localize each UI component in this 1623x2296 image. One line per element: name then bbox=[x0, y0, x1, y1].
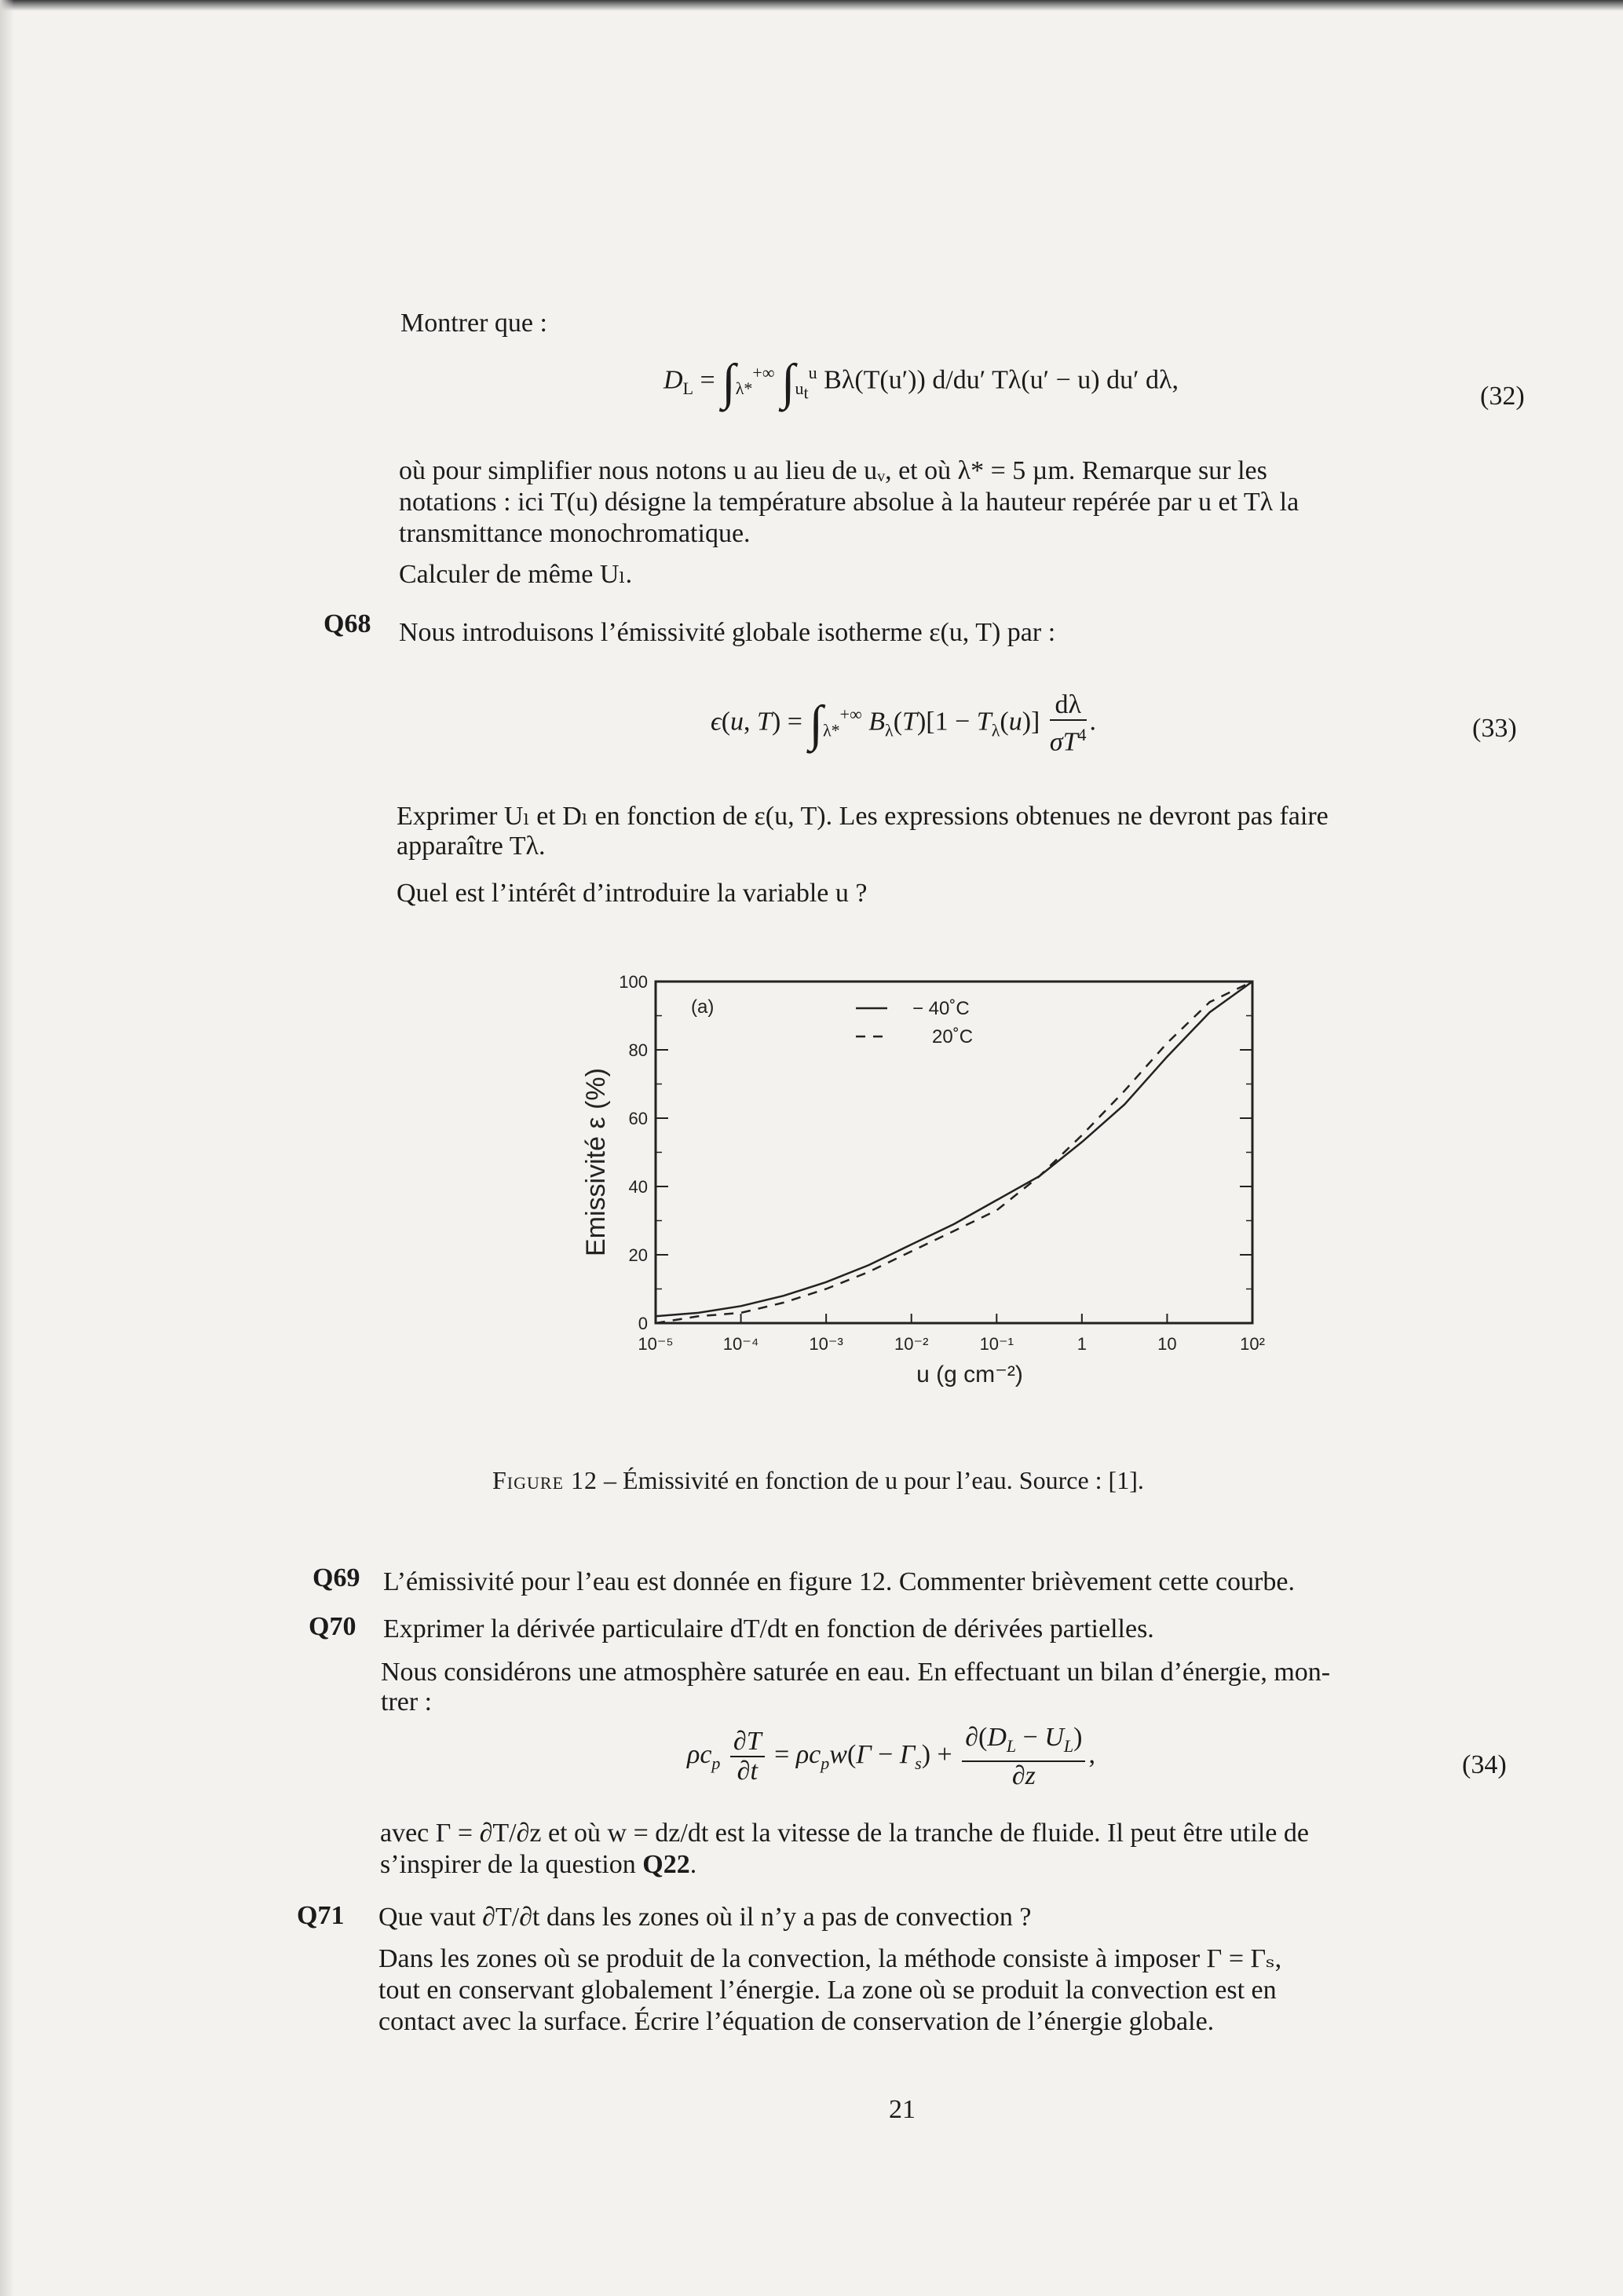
montrer-text: Montrer que : bbox=[400, 309, 547, 338]
q71-p1: Dans les zones où se produit de la convection, la méthode consiste à imposer Γ = Γₛ, bbox=[378, 1944, 1282, 1973]
eq34-number: (34) bbox=[1462, 1750, 1507, 1779]
legend-label-dashed: 20˚C bbox=[932, 1026, 974, 1047]
eq32-body: Bλ(T(u′)) d/du′ Tλ(u′ − u) du′ dλ, bbox=[824, 365, 1179, 395]
q70-p1: Nous considérons une atmosphère saturée en eau. En effectuant un bilan d’énergie, mon- bbox=[381, 1658, 1331, 1687]
q70-p4a: s’inspirer de la question bbox=[380, 1850, 643, 1879]
emissivity-chart bbox=[550, 958, 1288, 1413]
intro-line-2: notations : ici T(u) désigne la température absolue à la hauteur repérée par u et Tλ la bbox=[399, 488, 1299, 517]
q71-text: Que vaut ∂T/∂t dans les zones où il n’y a pas de convection ? bbox=[378, 1903, 1032, 1932]
q71-p3: contact avec la surface. Écrire l’équation de conservation de l’énergie globale. bbox=[378, 2007, 1215, 2036]
y-tick-label: 80 bbox=[628, 1040, 648, 1060]
q70-text: Exprimer la dérivée particulaire dT/dt en fonction de dérivées partielles. bbox=[383, 1614, 1154, 1643]
equation-32: $D_L = \int_{\lambda*}^{+\infty}$ $\int_{u_t}^u$ Bλ(T(u′)) d/du′ Tλ(u′ − u) du′ dλ, bbox=[663, 353, 1179, 410]
x-tick-label: 10⁻² bbox=[894, 1334, 929, 1354]
y-tick-label: 0 bbox=[638, 1314, 648, 1333]
x-tick-label: 10 bbox=[1157, 1334, 1177, 1354]
q70-ref-q22: Q22 bbox=[642, 1850, 690, 1879]
page-number: 21 bbox=[889, 2095, 916, 2124]
intro-line-4: Calculer de même Uₗ. bbox=[399, 560, 633, 589]
eq33-number: (33) bbox=[1472, 714, 1517, 743]
figure-caption-prefix: Figure 12 bbox=[492, 1466, 598, 1494]
y-axis-label: Emissivité ε (%) bbox=[581, 1068, 611, 1256]
equation-33: ϵ(u, $T) = \int_{\lambda*}^{+\infty}$ $B_\lambda(T)[1 - T_\lambda(u)]$ $\frac{d\lambda}{\sigma T^4}$ . bbox=[711, 690, 1097, 757]
q69-text: L’émissivité pour l’eau est donnée en figure 12. Commenter brièvement cette courbe. bbox=[383, 1567, 1295, 1596]
y-tick-label: 100 bbox=[619, 972, 648, 992]
equation-34: $\rho c_p$ $\frac{\partial T}{\partial t}$ = $\rho c_pw(\Gamma - \Gamma_s)$ + $\frac{\partial(D_L - U_L)}{\partial z}$ , bbox=[687, 1723, 1095, 1790]
page-left-edge bbox=[0, 0, 14, 2296]
q70-p4c: . bbox=[689, 1850, 697, 1879]
x-tick-label: 10⁻¹ bbox=[979, 1334, 1014, 1354]
figure-caption-text: – Émissivité en fonction de u pour l’eau. Source : [1]. bbox=[598, 1466, 1144, 1494]
page-top-edge bbox=[0, 0, 1623, 11]
x-axis-label: u (g cm⁻²) bbox=[916, 1362, 1023, 1387]
intro-line-3: transmittance monochromatique. bbox=[399, 519, 751, 548]
x-tick-label: 10⁻⁴ bbox=[722, 1334, 759, 1354]
q71-label: Q71 bbox=[297, 1901, 345, 1930]
legend-label-solid: − 40˚C bbox=[912, 998, 970, 1019]
eq32-lhs: D bbox=[663, 365, 683, 395]
intro-line-1: où pour simplifier nous notons u au lieu de uᵥ, et où λ* = 5 µm. Remarque sur les bbox=[399, 456, 1267, 485]
q68-p1: Exprimer Uₗ et Dₗ en fonction de ε(u, T). Les expressions obtenues ne devront pas faire bbox=[397, 802, 1329, 831]
x-tick-label: 10⁻⁵ bbox=[638, 1334, 674, 1354]
q68-label: Q68 bbox=[324, 609, 371, 638]
q69-label: Q69 bbox=[313, 1563, 360, 1592]
x-tick-label: 10² bbox=[1240, 1334, 1265, 1354]
q68-p2: apparaître Tλ. bbox=[397, 832, 546, 861]
x-tick-label: 1 bbox=[1077, 1334, 1087, 1354]
x-tick-label: 10⁻³ bbox=[809, 1334, 843, 1354]
q70-p4 bbox=[380, 1849, 696, 1881]
q71-p2: tout en conservant globalement l’énergie. La zone où se produit la convection est en bbox=[378, 1976, 1277, 2005]
panel-label: (a) bbox=[691, 996, 715, 1018]
q70-p2: trer : bbox=[381, 1687, 433, 1717]
q68-text: Nous introduisons l’émissivité globale isotherme ε(u, T) par : bbox=[399, 618, 1056, 647]
y-tick-label: 20 bbox=[628, 1245, 648, 1265]
eq32-number: (32) bbox=[1480, 382, 1525, 411]
y-tick-label: 40 bbox=[628, 1177, 648, 1197]
y-tick-label: 60 bbox=[628, 1109, 648, 1128]
q68-p3: Quel est l’intérêt d’introduire la variable u ? bbox=[397, 879, 868, 908]
figure-caption bbox=[492, 1464, 1144, 1496]
q70-label: Q70 bbox=[309, 1612, 356, 1641]
q70-p3: avec Γ = ∂T/∂z et où w = dz/dt est la vitesse de la tranche de fluide. Il peut être utile de bbox=[380, 1819, 1309, 1848]
eq32-lhs-sub: L bbox=[682, 378, 694, 399]
